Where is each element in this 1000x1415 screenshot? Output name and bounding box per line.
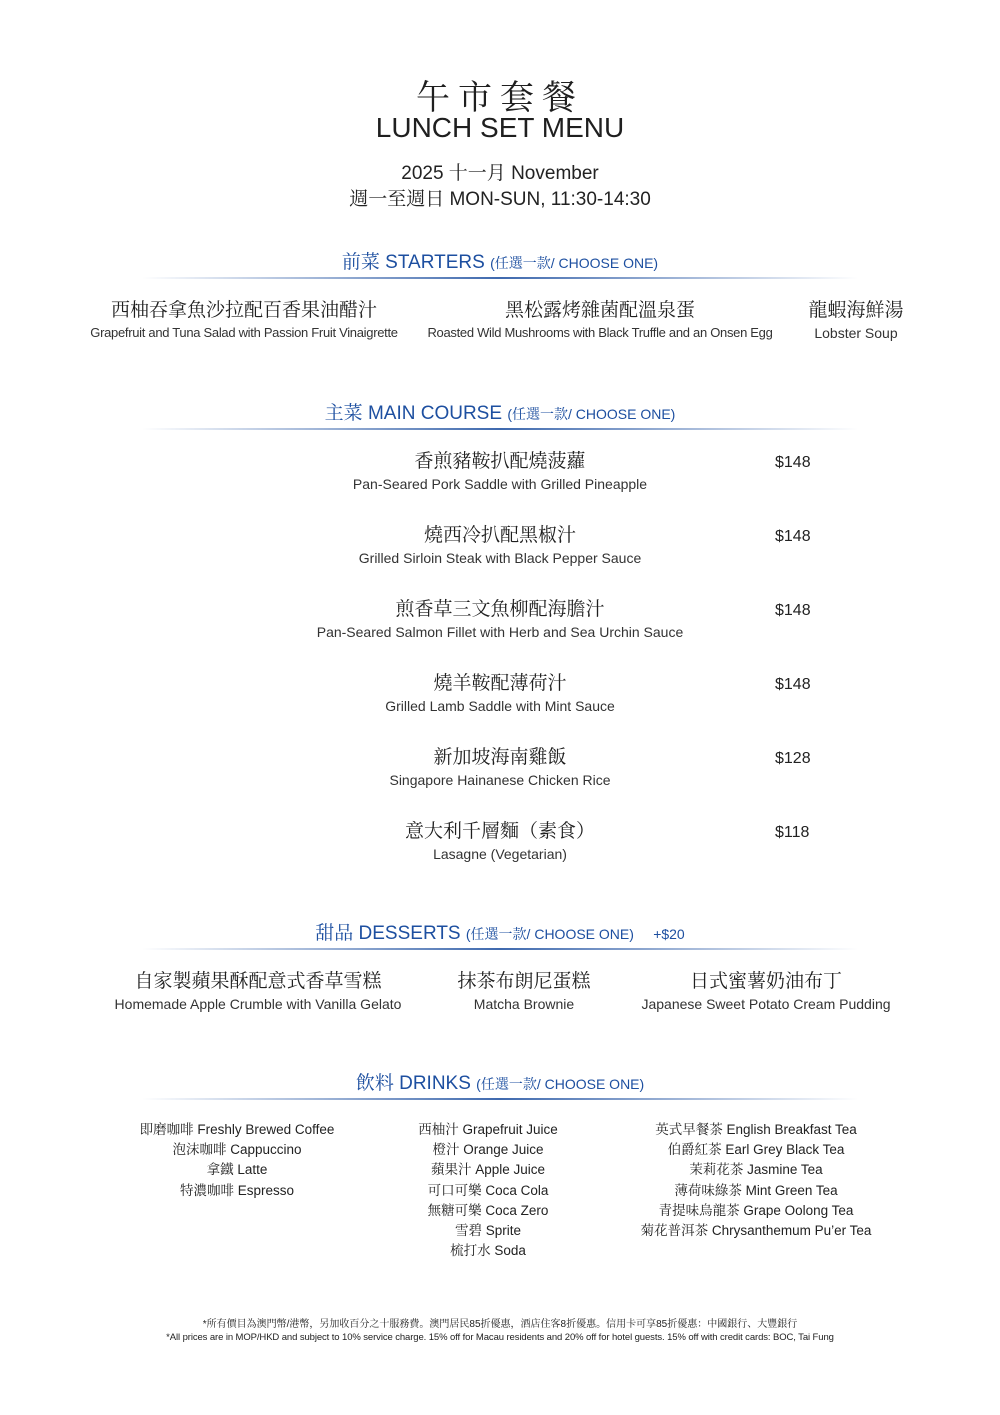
main-course-name-en: Pan-Seared Pork Saddle with Grilled Pineapple <box>352 476 648 492</box>
drink-item: 薄荷味綠茶 Mint Green Tea <box>674 1182 838 1198</box>
drinks-juice-column <box>398 1120 578 1261</box>
main-course-price: $128 <box>775 750 811 767</box>
starter-item <box>420 299 780 343</box>
main-course-divider <box>142 428 858 430</box>
main-course-name-zh: 意大利千層麵（素食） <box>404 821 595 842</box>
starters-title: 前菜 STARTERS <box>341 252 485 273</box>
main-course-price: $118 <box>775 824 810 841</box>
main-course-name-zh: 香煎豬鞍扒配燒菠蘿 <box>414 451 586 472</box>
dessert-name-zh: 抹茶布朗尼蛋糕 <box>457 971 591 992</box>
main-course-name-en: Pan-Seared Salmon Fillet with Herb and Sea Urchin Sauce <box>316 624 684 640</box>
drink-item: 菊花普洱茶 Chrysanthemum Pu’er Tea <box>640 1223 872 1239</box>
desserts-title: 甜品 DESSERTS <box>315 923 461 944</box>
main-course-item <box>200 450 800 494</box>
main-course-choose-note: (任選一款/ CHOOSE ONE) <box>507 406 676 422</box>
drink-item: 伯爵紅茶 Earl Grey Black Tea <box>667 1142 845 1158</box>
main-course-name-en: Grilled Sirloin Steak with Black Pepper Sauce <box>358 550 642 566</box>
starters-choose-note: (任選一款/ CHOOSE ONE) <box>490 255 659 271</box>
main-course-heading <box>0 398 1000 425</box>
main-course-name-en: Singapore Hainanese Chicken Rice <box>389 772 611 788</box>
drink-item: 雪碧 Sprite <box>454 1223 522 1239</box>
drink-item: 蘋果汁 Apple Juice <box>430 1162 546 1178</box>
dessert-item <box>620 970 912 1014</box>
starter-name-en: Grapefruit and Tuna Salad with Passion Fruit Vinaigrette <box>90 325 398 340</box>
drinks-divider <box>142 1098 858 1100</box>
starter-name-zh: 西柚吞拿魚沙拉配百香果油醋汁 <box>110 300 377 321</box>
main-course-price: $148 <box>775 528 811 545</box>
drink-item: 即磨咖啡 Freshly Brewed Coffee <box>139 1122 335 1137</box>
drink-item: 泡沫咖啡 Cappuccino <box>172 1142 302 1158</box>
main-course-name-en: Lasagne (Vegetarian) <box>433 846 567 862</box>
menu-title-chinese: 午市套餐 <box>416 79 584 117</box>
drink-item: 青提味烏龍茶 Grape Oolong Tea <box>658 1202 854 1218</box>
desserts-surcharge: +$20 <box>653 926 685 942</box>
drink-item: 特濃咖啡 Espresso <box>179 1182 295 1198</box>
main-course-price: $148 <box>775 454 811 471</box>
dessert-name-en: Homemade Apple Crumble with Vanilla Gelato <box>114 996 402 1012</box>
menu-title-english: LUNCH SET MENU <box>375 112 625 143</box>
main-course-name-en: Grilled Lamb Saddle with Mint Sauce <box>385 698 615 714</box>
dessert-name-zh: 自家製蘋果酥配意式香草雪糕 <box>134 971 382 992</box>
starters-divider <box>142 277 858 279</box>
starter-item <box>74 299 414 343</box>
dessert-name-zh: 日式蜜薯奶油布丁 <box>689 971 842 992</box>
main-course-item <box>200 598 800 642</box>
drinks-tea-column <box>630 1120 882 1241</box>
drink-item: 橙汁 Orange Juice <box>432 1142 544 1158</box>
drinks-coffee-column <box>122 1120 352 1201</box>
drink-item: 西柚汁 Grapefruit Juice <box>418 1122 558 1137</box>
main-course-name-zh: 新加坡海南雞飯 <box>433 747 567 768</box>
starters-heading <box>0 247 1000 274</box>
main-course-price: $148 <box>775 676 811 693</box>
desserts-heading <box>0 918 1000 945</box>
dessert-name-en: Matcha Brownie <box>473 996 575 1012</box>
main-course-title: 主菜 MAIN COURSE <box>324 403 503 424</box>
desserts-divider <box>142 948 858 950</box>
drink-item: 無糖可樂 Coca Zero <box>427 1202 549 1218</box>
dessert-item <box>434 970 614 1014</box>
starter-item <box>786 299 926 343</box>
drinks-title: 飲料 DRINKS <box>355 1073 471 1094</box>
drinks-heading <box>0 1068 1000 1095</box>
main-course-name-zh: 燒羊鞍配薄荷汁 <box>433 673 567 694</box>
starter-name-zh: 黑松露烤雜菌配溫泉蛋 <box>504 300 695 321</box>
dessert-name-en: Japanese Sweet Potato Cream Pudding <box>641 996 891 1012</box>
drinks-choose-note: (任選一款/ CHOOSE ONE) <box>476 1076 645 1092</box>
drink-item: 可口可樂 Coca Cola <box>427 1182 549 1198</box>
desserts-choose-note: (任選一款/ CHOOSE ONE) <box>465 926 634 942</box>
footer-note-chinese: *所有價目為澳門幣/港幣，另加收百分之十服務費。澳門居民85折優惠，酒店住客8折優惠。信用卡可享85折優惠：中國銀行、大豐銀行 <box>202 1319 798 1330</box>
menu-hours: 週一至週日 MON-SUN, 11:30-14:30 <box>349 189 651 210</box>
main-course-name-zh: 燒西冷扒配黑椒汁 <box>423 525 576 546</box>
main-course-price: $148 <box>775 602 811 619</box>
dessert-item <box>88 970 428 1014</box>
main-course-item <box>200 746 800 790</box>
main-course-item <box>200 820 800 864</box>
footer-note-english: *All prices are in MOP/HKD and subject to 10% service charge. 15% off for Macau residents and 20% off for hotel guests. 15% off with credit cards: BOC, Tai Fung <box>166 1332 834 1343</box>
starter-name-zh: 龍蝦海鮮湯 <box>808 300 904 321</box>
starter-name-en: Lobster Soup <box>814 325 898 341</box>
starter-name-en: Roasted Wild Mushrooms with Black Truffle and an Onsen Egg <box>427 325 773 340</box>
drink-item: 茉莉花茶 Jasmine Tea <box>689 1162 823 1178</box>
main-course-item <box>200 672 800 716</box>
main-course-item <box>200 524 800 568</box>
drink-item: 梳打水 Soda <box>450 1243 526 1259</box>
drink-item: 英式早餐茶 English Breakfast Tea <box>655 1122 857 1137</box>
menu-date: 2025 十一月 November <box>401 163 599 184</box>
drink-item: 拿鐵 Latte <box>206 1162 268 1178</box>
main-course-name-zh: 煎香草三文魚柳配海膽汁 <box>395 599 605 620</box>
